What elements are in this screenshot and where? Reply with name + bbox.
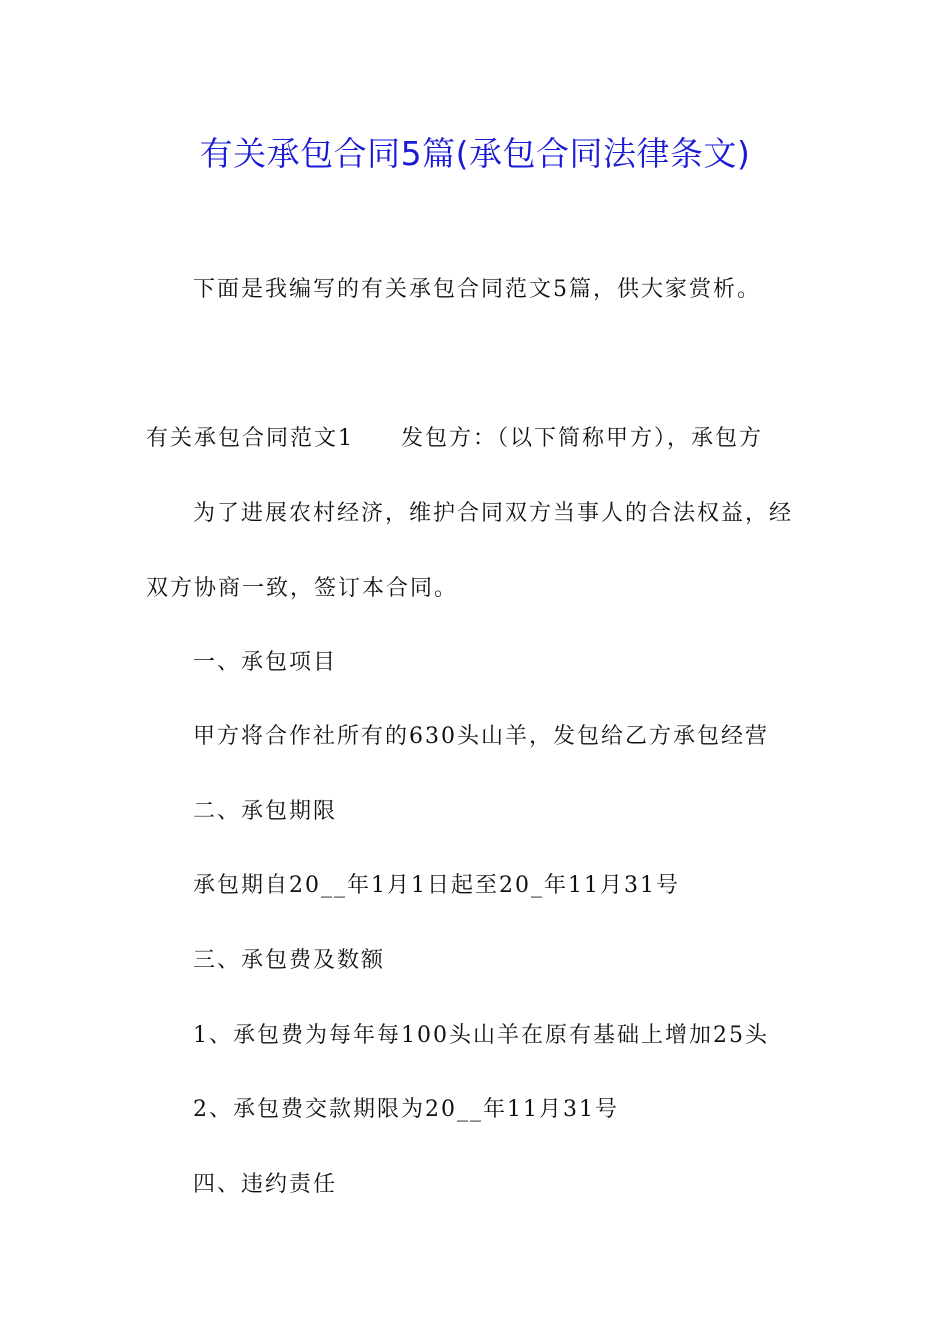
- section-3-item-2: 2、承包费交款期限为20__年11月31号: [193, 1097, 619, 1122]
- party-line: 发包方：（以下简称甲方），承包方: [401, 426, 764, 451]
- section-1-body: 甲方将合作社所有的630头山羊，发包给乙方承包经营: [193, 724, 769, 749]
- section-3-item-1: 1、承包费为每年每100头山羊在原有基础上增加25头: [193, 1023, 769, 1048]
- document-title: 有关承包合同5篇(承包合同法律条文): [199, 134, 751, 173]
- purpose-line-1: 为了进展农村经济，维护合同双方当事人的合法权益，经: [193, 501, 794, 526]
- section-1-heading: 一、承包项目: [193, 650, 338, 675]
- section-4-heading: 四、违约责任: [193, 1172, 338, 1197]
- purpose-line-2: 双方协商一致，签订本合同。: [146, 576, 459, 601]
- section-2-heading: 二、承包期限: [193, 799, 338, 824]
- section-3-heading: 三、承包费及数额: [193, 948, 386, 973]
- sample-heading: 有关承包合同范文1: [146, 426, 354, 451]
- intro-paragraph: 下面是我编写的有关承包合同范文5篇，供大家赏析。: [193, 277, 761, 302]
- section-2-body: 承包期自20__年1月1日起至20_年11月31号: [193, 873, 680, 898]
